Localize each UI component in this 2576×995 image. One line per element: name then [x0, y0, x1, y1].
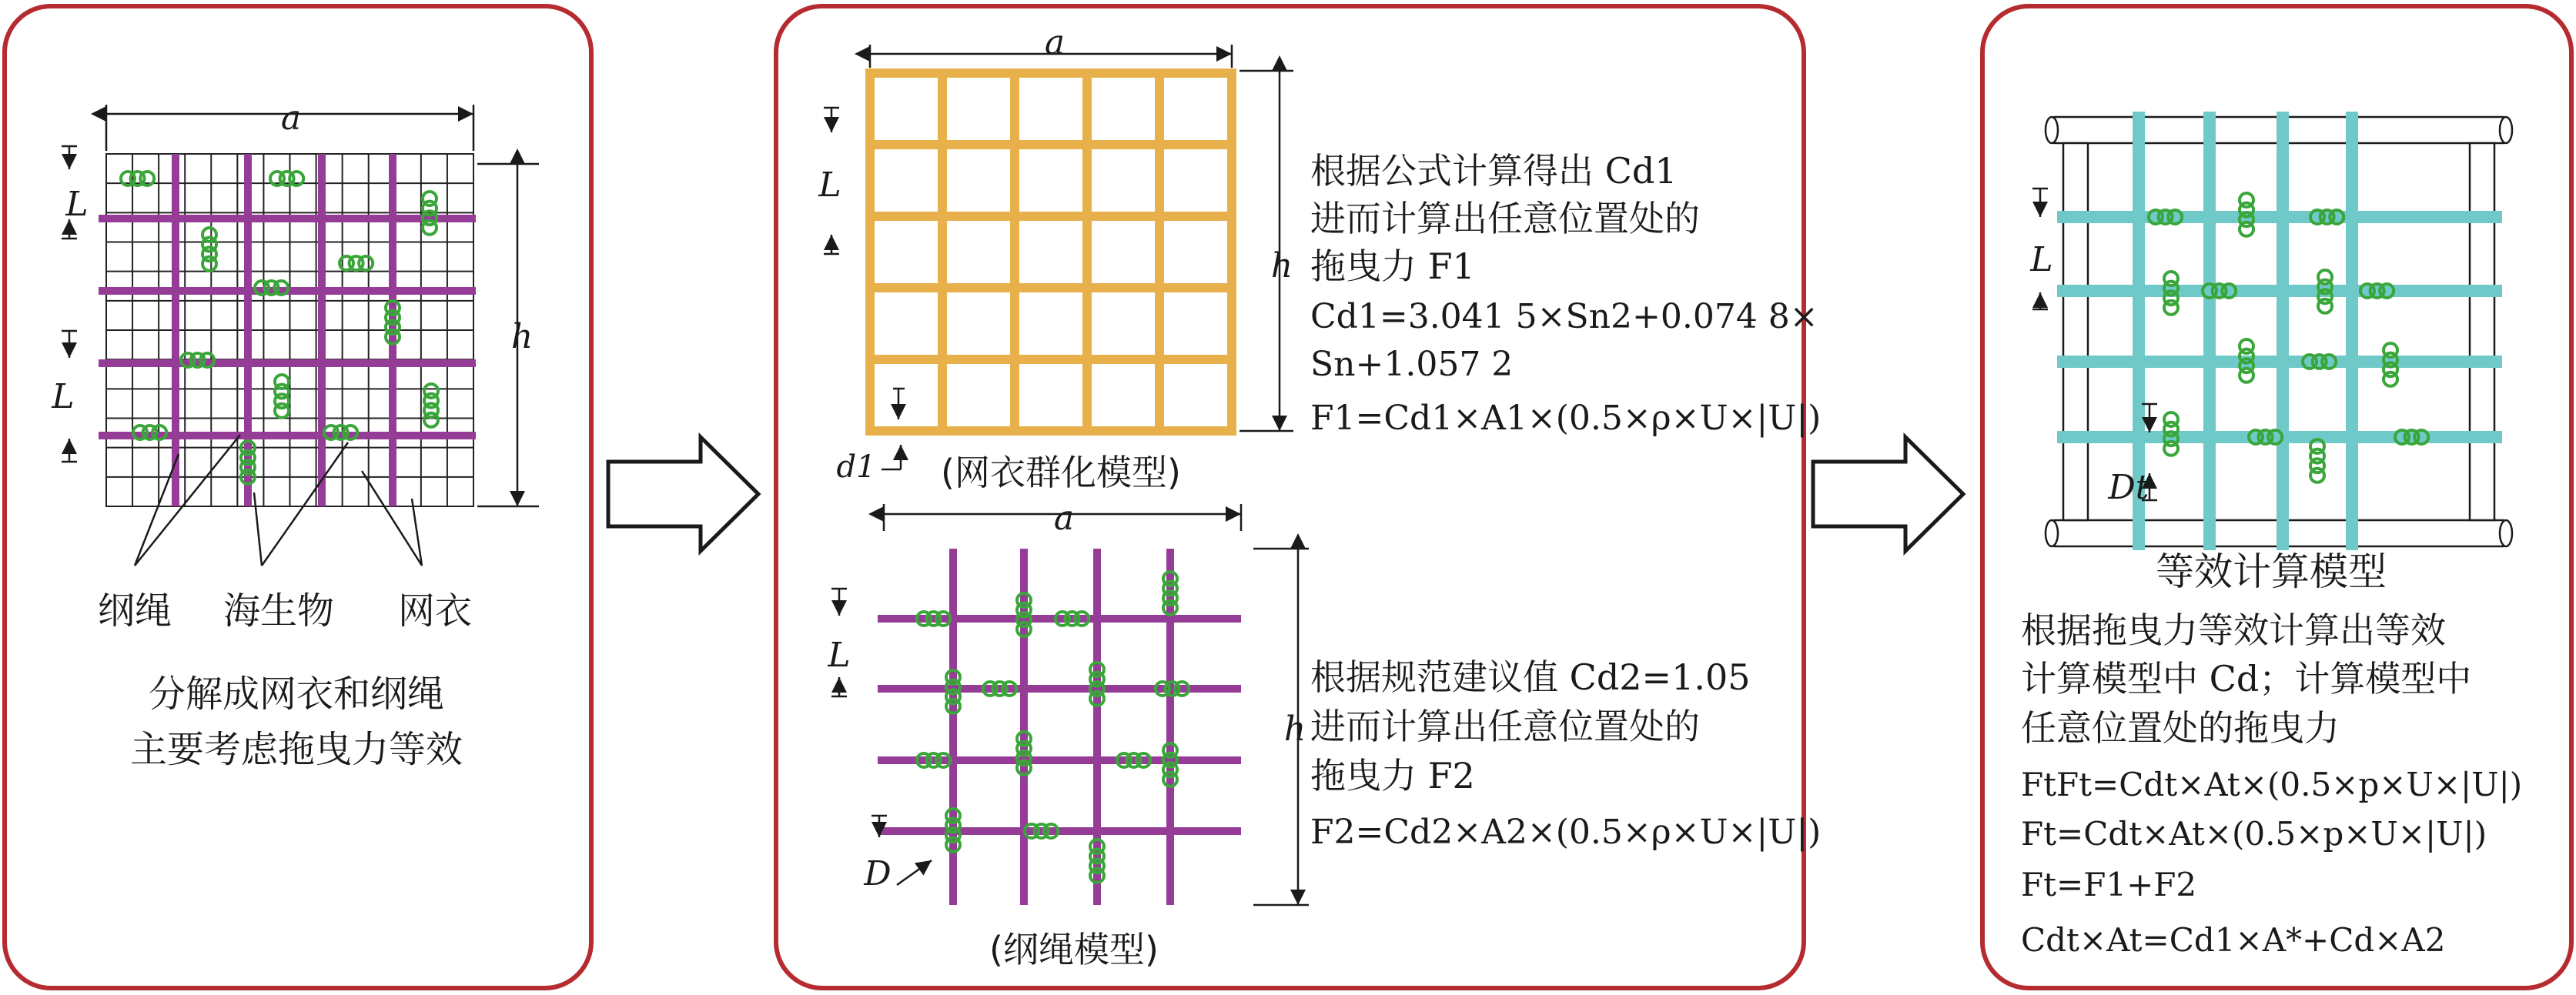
net-cluster-outline: [870, 73, 1232, 431]
dim-L-mid-label: L: [52, 377, 75, 416]
equivalent-text-2: 计算模型中 Cd；计算模型中: [2021, 658, 2472, 700]
net-model-text-2: 进而计算出任意位置处的: [1310, 198, 1700, 239]
panel-1-original-net: [5, 6, 591, 988]
flow-arrow-2: [1813, 437, 1963, 551]
organism-cluster: [275, 375, 289, 418]
organism-ring: [2164, 301, 2178, 315]
organism-cluster: [202, 228, 216, 271]
organism-ring: [359, 256, 373, 270]
organism-ring: [2164, 442, 2178, 456]
rope-model-dim-D: D: [864, 854, 892, 893]
equivalent-formula-3: Ft=F1+F2: [2021, 866, 2197, 903]
label-head-rope: 纲绳: [97, 589, 172, 633]
organism-ring: [423, 221, 437, 235]
panel-1-desc-line-2: 主要考虑拖曳力等效: [129, 728, 463, 771]
equivalent-formula-4: Cdt×At=Cd1×A*+Cd×A2: [2021, 921, 2446, 959]
rope-model-dimensions: [831, 504, 1309, 905]
net-model-text-3: 拖曳力 F1: [1310, 245, 1475, 287]
panel-3-equivalent-model: [1982, 6, 2571, 988]
net-model-formula-f1: F1=Cd1×A1×(0.5×ρ×U×|U|): [1310, 399, 1822, 438]
rope-model-dim-L: L: [828, 636, 851, 675]
equivalent-text-3: 任意位置处的拖曳力: [2021, 707, 2340, 749]
organism-ring: [2384, 372, 2397, 386]
rope-model-text-2: 进而计算出任意位置处的: [1310, 706, 1700, 747]
equivalent-model-description: [2021, 609, 2522, 959]
dim-a-label: a: [280, 98, 302, 138]
organism-ring: [202, 257, 216, 271]
net-model-description: [1310, 150, 1821, 438]
equivalent-dim-L: L: [2030, 240, 2053, 279]
panel-1-desc-line-1: 分解成网衣和纲绳: [148, 673, 445, 716]
equivalent-formula-1: FtFt=Cdt×At×(0.5×p×U×|U|): [2021, 766, 2523, 803]
net-model-dim-a: a: [1044, 23, 1066, 62]
rope-model: [878, 549, 1241, 905]
organism-cluster: [424, 384, 438, 427]
net-model-text-1: 根据公式计算得出 Cd1: [1310, 150, 1678, 192]
panel-2-decomposed-models: [776, 6, 1821, 988]
rope-model-caption: (纲绳模型): [989, 929, 1159, 970]
organism-ring: [2310, 469, 2324, 482]
equivalent-text-1: 根据拖曳力等效计算出等效: [2021, 609, 2446, 651]
net-model-formula-cd1: Cd1=3.041 5×Sn2+0.074 8×: [1310, 297, 1818, 336]
rope-model-text-1: 根据规范建议值 Cd2=1.05: [1310, 656, 1751, 698]
label-net-mesh: 网衣: [397, 589, 473, 633]
net-mesh-grid: [106, 154, 473, 506]
net-model-dim-L: L: [818, 165, 841, 205]
equivalent-formula-2: Ft=Cdt×At×(0.5×p×U×|U|): [2021, 815, 2487, 853]
dim-L-top-label: L: [65, 185, 89, 224]
equivalent-dim-Dt: Dt: [2108, 468, 2149, 507]
organism-ring: [2240, 222, 2253, 236]
net-model-dim-h: h: [1270, 246, 1293, 285]
net-model-dim-d1: d1: [836, 449, 876, 485]
equivalent-model-title: 等效计算模型: [2156, 549, 2387, 594]
organism-ring: [424, 413, 438, 427]
organism-ring: [2240, 369, 2253, 382]
dim-h-label: h: [510, 317, 534, 356]
net-model-formula-cd1-cont: Sn+1.057 2: [1310, 345, 1514, 384]
net-model-dimensions: [824, 45, 1293, 469]
rope-model-description: [1310, 656, 1821, 852]
flow-arrow-1: [608, 437, 758, 551]
net-model-caption: (网衣群化模型): [941, 452, 1181, 493]
organism-ring: [275, 404, 289, 418]
rope-model-dim-h: h: [1283, 710, 1306, 749]
rope-model-dim-a: a: [1053, 499, 1075, 538]
net-cluster-model: [870, 73, 1232, 431]
organism-ring: [2318, 299, 2332, 313]
organism-cluster: [2310, 439, 2324, 482]
label-marine-organism: 海生物: [222, 589, 335, 633]
rope-model-text-3: 拖曳力 F2: [1310, 755, 1475, 796]
rope-model-formula-f2: F2=Cd2×A2×(0.5×ρ×U×|U|): [1310, 813, 1822, 852]
